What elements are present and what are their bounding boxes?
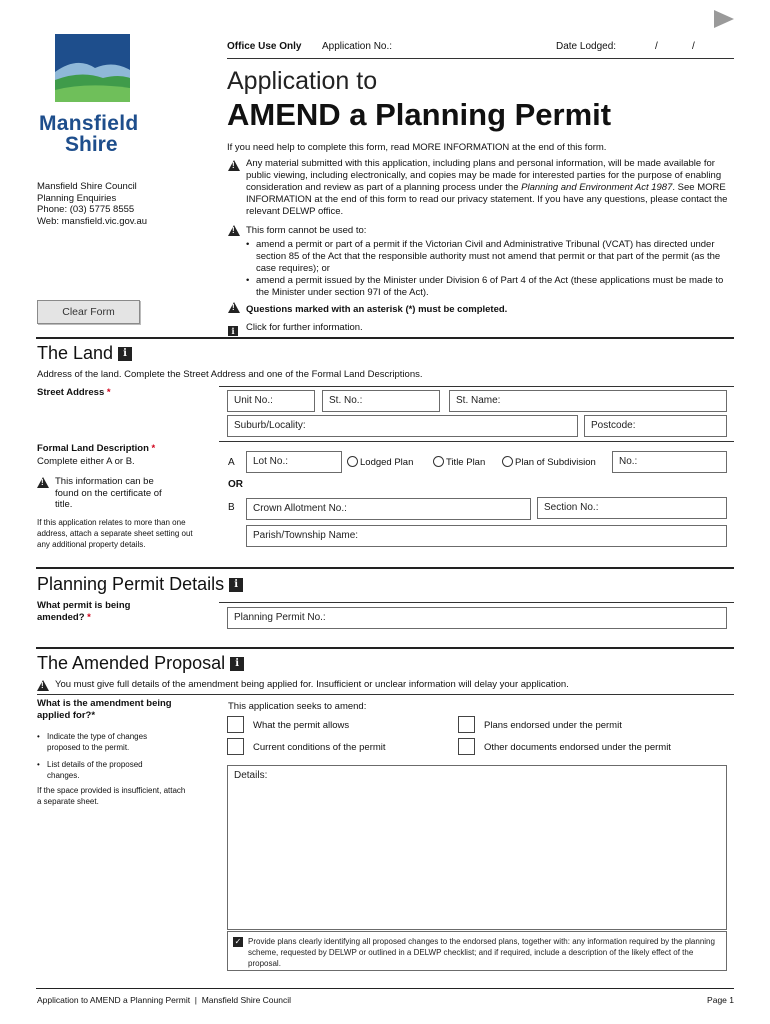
formal-label [37,443,155,454]
required-star: * [151,443,156,454]
st-name-input[interactable]: St. Name: [449,390,727,412]
cannot-list [246,239,734,299]
required-star: * [106,387,111,398]
title-plan-label: Title Plan [446,457,486,468]
footer-rule [36,988,734,989]
warning-icon [228,222,240,240]
cannot-bullet-2: • amend a permit issued by the Minister under Division 6 of Part 4 of the Act (these applications must be made to the Minister under section 97I of the Act). [246,275,734,299]
title-line1: Application to [227,67,378,95]
office-use-label: Office Use Only [227,41,302,52]
proposal-info-icon[interactable]: i [230,657,244,671]
option-b-label: B [228,502,235,513]
amendment-question: What is the amendment being applied for?* [37,698,172,721]
or-label: OR [228,479,243,490]
permit-title: Planning Permit Details [37,574,225,594]
plans-note-box [227,931,727,971]
permit-question [37,600,157,624]
tip-3: If the space provided is insufficient, attach a separate sheet. [37,786,186,806]
permit-question-text: What permit is being amended? [37,600,131,623]
required-star: * [87,612,91,623]
proposal-title: The Amended Proposal [37,653,226,673]
opt-current-conditions: Current conditions of the permit [253,742,386,753]
mansfield-logo [37,34,149,154]
logo-text-mansfield: Mansfield [39,112,139,135]
unit-no-input[interactable]: Unit No.: [227,390,315,412]
warning-icon [228,157,240,175]
footer-left: Application to AMEND a Planning Permit | Mansfield Shire Council [37,995,292,1005]
formal-sub: Complete either A or B. [37,456,135,467]
radio-circle[interactable] [502,456,513,467]
page-title: AMEND a Planning Permit [227,97,612,132]
next-page-arrow-icon[interactable] [714,10,734,28]
multi-address-note: If this application relates to more than one address, attach a separate sheet setting out any additional property details. [37,518,193,549]
permit-info-icon[interactable]: i [229,578,243,592]
details-textarea[interactable] [227,765,727,930]
title-plan-radio[interactable] [433,456,485,468]
council-web: Web: mansfield.vic.gov.au [37,215,148,227]
proposal-section-title [37,653,244,674]
street-address-text: Street Address [37,387,105,398]
council-name: Mansfield Shire Council [37,181,137,192]
land-rule [36,337,734,339]
crown-allotment-input[interactable]: Crown Allotment No.: [246,498,531,520]
opt-other-documents: Other documents endorsed under the permit [484,742,671,753]
page-number: Page 1 [707,995,734,1005]
section-no-input[interactable]: Section No.: [537,497,727,519]
asterisk-note: Questions marked with an asterisk (*) must be completed. [246,304,508,315]
info-icon[interactable]: i [228,321,238,339]
date-lodged-label: Date Lodged: [556,41,617,52]
checkbox-permit-allows[interactable] [227,716,244,733]
lodged-plan-label: Lodged Plan [360,457,414,468]
land-description: Address of the land. Complete the Street Address and one of the Formal Land Descriptions. [37,369,423,380]
amendment-tips [37,731,177,781]
clear-form-button[interactable]: Clear Form [37,300,140,324]
radio-circle[interactable] [433,456,444,467]
click-info-text: Click for further information. [246,322,363,333]
opt-permit-allows: What the permit allows [253,720,350,731]
certificate-note: This information can be found on the certificate of title. [55,476,162,510]
permit-field-rule [219,602,734,603]
land-title: The Land [37,343,114,363]
privacy-text-b: . See MORE INFORMATION at the end of this form to read our privacy statement. If you have any questions, please contact the relevant DELWP office. [246,182,728,217]
cannot-heading: This form cannot be used to: [246,225,367,236]
privacy-text [246,158,734,218]
street-address-label [37,387,111,398]
details-label: Details: [234,770,268,781]
land-info-icon[interactable]: i [118,347,132,361]
checklist-icon: ✓ [234,937,242,946]
tip-2: • List details of the proposed changes. [37,759,177,781]
proposal-divider [37,694,734,695]
council-contact [37,181,147,227]
permit-rule [36,567,734,569]
plan-sub-label: Plan of Subdivision [515,457,596,468]
cannot-bullet-1: • amend a permit or part of a permit if the Victorian Civil and Administrative Tribunal (VCAT) has directed under section 85 of the Act that the responsible authority must not amend that permit or that part of the permit (as the case requires); or [246,239,734,275]
date-slash-1: / [655,41,658,52]
seeks-label: This application seeks to amend: [228,701,367,712]
st-no-input[interactable]: St. No.: [322,390,440,412]
checkbox-other-documents[interactable] [458,738,475,755]
privacy-text-a: Any material submitted with this application, including plans and personal information, will be made available for public viewing, including electronically, and copies may be made for interested parties for the purpose of enabling consideration and review as part of a planning process under the [246,158,722,193]
lodged-plan-radio[interactable] [347,456,413,468]
help-text: If you need help to complete this form, read MORE INFORMATION at the end of this form. [227,142,607,153]
opt-plans-endorsed: Plans endorsed under the permit [484,720,622,731]
option-a-label: A [228,457,235,468]
postcode-input[interactable]: Postcode: [584,415,727,437]
council-dept: Planning Enquiries [37,192,117,204]
formal-rule [219,441,734,442]
suburb-input[interactable]: Suburb/Locality: [227,415,578,437]
logo-text-shire: Shire [65,133,118,156]
formal-label-text: Formal Land Description [37,443,149,454]
proposal-warning: You must give full details of the amendment being applied for. Insufficient or unclear information will delay your application. [55,679,569,690]
land-section-title [37,343,132,364]
plan-no-input[interactable]: No.: [612,451,727,473]
logo-mountains-icon [37,34,149,106]
checkbox-plans-endorsed[interactable] [458,716,475,733]
lot-no-input[interactable]: Lot No.: [246,451,342,473]
application-no-label: Application No.: [322,41,393,52]
permit-section-title [37,574,243,595]
warning-icon [37,474,49,492]
date-slash-2: / [692,41,695,52]
plan-sub-radio[interactable] [502,456,596,468]
warning-icon [37,677,49,695]
checkbox-current-conditions[interactable] [227,738,244,755]
tip-1: • Indicate the type of changes proposed to the permit. [37,731,177,753]
street-rule [219,386,734,387]
privacy-act: Planning and Environment Act 1987 [521,182,673,193]
proposal-rule [36,647,734,649]
council-phone: Phone: (03) 5775 8555 [37,204,135,215]
warning-icon [228,299,240,317]
radio-circle[interactable] [347,456,358,467]
planning-permit-no-input[interactable]: Planning Permit No.: [227,607,727,629]
plans-note: Provide plans clearly identifying all proposed changes to the endorsed plans, together with: any information required by the planning scheme, requested by DELWP or outlined in a DELWP checklist; and if required, include a description of the likely effect of the proposal. [248,937,715,968]
parish-input[interactable]: Parish/Township Name: [246,525,727,547]
header-rule [227,58,734,59]
